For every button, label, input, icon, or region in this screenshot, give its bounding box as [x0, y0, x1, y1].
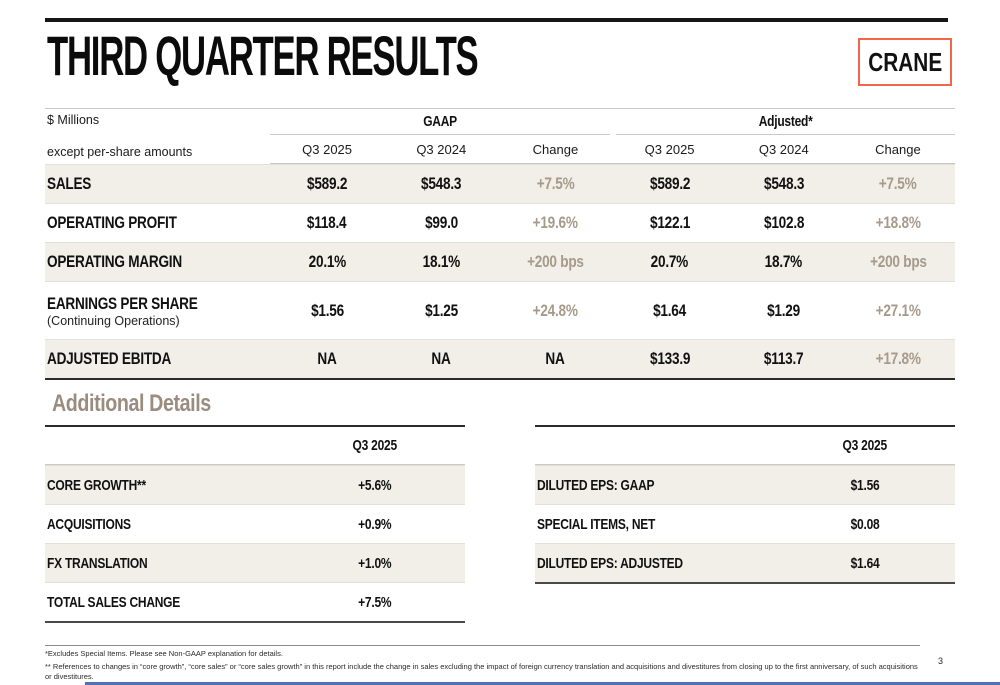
main-results-table — [45, 108, 955, 380]
table-row-total-sales-change — [45, 582, 465, 621]
row-label: CORE GROWTH** — [47, 476, 146, 494]
table-row-operating-margin — [45, 242, 955, 281]
table-cell: $548.3 — [421, 174, 462, 193]
row-label: OPERATING MARGIN — [47, 252, 182, 271]
page-number: 3 — [938, 656, 944, 666]
row-sublabel: (Continuing Operations) — [47, 313, 180, 328]
table-row-acquisitions — [45, 504, 465, 543]
table-cell: $1.56 — [850, 476, 880, 494]
table-cell: $133.9 — [649, 349, 690, 368]
table-row-fx-translation — [45, 543, 465, 582]
column-header: Change — [532, 141, 579, 157]
table-row-special-items-net — [535, 504, 955, 543]
table-row-eps — [45, 281, 955, 339]
table-cell-change: +200 bps — [527, 252, 584, 271]
table-cell: +7.5% — [358, 593, 392, 611]
table-cell: $0.08 — [850, 515, 880, 533]
row-label: SPECIAL ITEMS, NET — [537, 515, 656, 533]
table-cell-change: +7.5% — [879, 174, 917, 193]
table-cell: $113.7 — [764, 349, 804, 368]
table-cell-change: +19.6% — [532, 213, 578, 232]
table-cell: 18.7% — [765, 252, 803, 271]
table-row-core-growth — [45, 465, 465, 504]
table-cell-change: +18.8% — [875, 213, 921, 232]
table-cell: $1.25 — [424, 300, 458, 320]
table-cell: $122.1 — [649, 213, 690, 232]
footnotes — [45, 645, 920, 685]
column-header: Q3 2025 — [302, 141, 353, 157]
footnote-core-growth-definition: ** References to changes in “core growth”, “core sales” or “core sales growth” in this report include the change in sales excluding the impact of foreign currency translation and acquisitions and divestitures from closing up to the first anniversary, of such acquisitions or divestitures. — [45, 662, 918, 682]
table-cell: $1.64 — [850, 554, 880, 572]
table-cell: NA — [431, 349, 451, 368]
table-cell: $1.64 — [653, 300, 687, 320]
table-row-diluted-eps-adjusted — [535, 543, 955, 582]
table-cell: $102.8 — [763, 213, 804, 232]
table-row-sales — [45, 164, 955, 203]
row-label: ACQUISITIONS — [47, 515, 131, 533]
table-cell: +1.0% — [358, 554, 392, 572]
units-label-line1: $ Millions — [47, 113, 100, 127]
row-label: TOTAL SALES CHANGE — [47, 593, 181, 611]
column-header: Q3 2024 — [416, 141, 467, 157]
table-cell: $589.2 — [649, 174, 690, 193]
page-title: THIRD QUARTER RESULTS — [47, 24, 478, 87]
column-header: Q3 2025 — [842, 437, 888, 454]
table-cell: $99.0 — [424, 213, 458, 232]
table-cell-change: +200 bps — [869, 252, 927, 271]
units-label-line2: except per-share amounts — [47, 145, 193, 159]
table-cell: NA — [545, 349, 566, 368]
table-cell: $589.2 — [307, 174, 348, 193]
group-header-adjusted: Adjusted* — [616, 109, 956, 135]
table-cell: $1.29 — [767, 300, 801, 320]
table-cell: 20.1% — [308, 252, 346, 271]
row-label: SALES — [47, 174, 92, 193]
table-cell: $1.56 — [310, 300, 344, 320]
table-cell-change: +27.1% — [875, 300, 921, 320]
crane-logo-text: CRANE — [868, 46, 942, 77]
sales-bridge-table — [45, 425, 465, 623]
eps-reconciliation-table — [535, 425, 955, 584]
table-row-adjusted-ebitda — [45, 339, 955, 378]
table-cell-change: +24.8% — [532, 300, 578, 320]
row-label: OPERATING PROFIT — [47, 213, 177, 232]
row-label: EARNINGS PER SHARE — [47, 293, 198, 313]
table-cell: 18.1% — [422, 252, 460, 271]
column-header: Change — [875, 141, 921, 157]
table-row-operating-profit — [45, 203, 955, 242]
table-cell: $548.3 — [763, 174, 804, 193]
row-label: FX TRANSLATION — [47, 554, 148, 572]
table-cell: NA — [317, 349, 337, 368]
table-cell: +5.6% — [358, 476, 392, 494]
table-cell: +0.9% — [358, 515, 392, 533]
units-label — [45, 109, 270, 164]
column-header: Q3 2025 — [644, 141, 695, 157]
row-label: DILUTED EPS: GAAP — [537, 476, 655, 494]
row-label: DILUTED EPS: ADJUSTED — [537, 554, 683, 572]
table-cell: $118.4 — [307, 213, 347, 232]
additional-details-heading: Additional Details — [52, 390, 211, 417]
main-table-header — [45, 109, 955, 164]
group-header-gaap: GAAP — [270, 109, 610, 135]
row-label: ADJUSTED EBITDA — [47, 349, 172, 368]
table-row-diluted-eps-gaap — [535, 465, 955, 504]
table-cell-change: +7.5% — [536, 174, 575, 193]
column-header: Q3 2025 — [352, 437, 398, 454]
table-cell-change: +17.8% — [875, 349, 921, 368]
table-cell: 20.7% — [650, 252, 689, 271]
crane-logo — [858, 38, 952, 86]
footnote-excludes-special-items: *Excludes Special Items. Please see Non-GAAP explanation for details. — [45, 649, 283, 658]
top-rule — [45, 18, 948, 22]
column-header: Q3 2024 — [758, 141, 809, 157]
